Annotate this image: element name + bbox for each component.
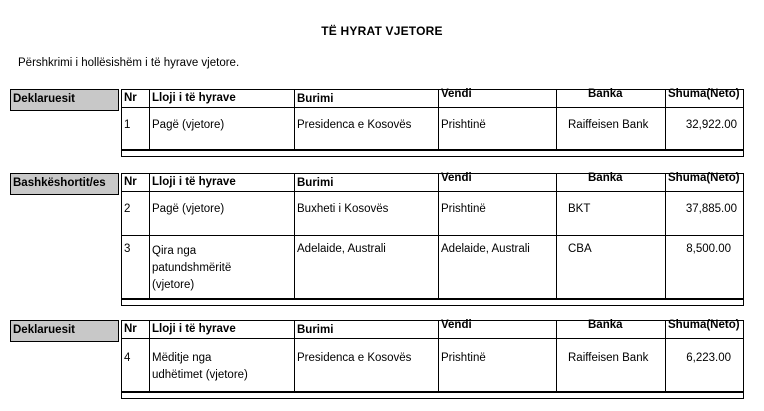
header-amount: Shuma(Neto) [668, 172, 740, 184]
cell-bank: CBA [568, 243, 592, 255]
header-bank: Banka [588, 88, 623, 100]
header-type: Lloji i të hyrave [152, 176, 236, 188]
income-table [121, 89, 744, 159]
header-amount: Shuma(Neto) [668, 88, 740, 100]
cell-bank: Raiffeisen Bank [568, 119, 649, 131]
cell-country: Prishtinë [441, 119, 486, 131]
section-label: Deklaruesit [10, 89, 119, 111]
cell-nr: 1 [124, 119, 131, 131]
cell-type: Mëditje nga udhëtimet (vjetore) [152, 352, 248, 381]
header-nr: Nr [124, 92, 137, 104]
income-section-declarant-2 [10, 320, 745, 402]
header-bank: Banka [588, 172, 623, 184]
section-label: Bashkëshortit/es [10, 173, 119, 195]
header-type: Lloji i të hyrave [152, 323, 236, 335]
cell-nr: 2 [124, 203, 131, 215]
cell-bank: BKT [568, 203, 591, 215]
cell-source: Presidenca e Kosovës [297, 119, 412, 131]
header-source: Burimi [297, 324, 334, 336]
header-nr: Nr [124, 323, 137, 335]
header-source: Burimi [297, 177, 334, 189]
income-section-declarant [10, 89, 745, 159]
header-type: Lloji i të hyrave [152, 92, 236, 104]
section-label: Deklaruesit [10, 320, 119, 342]
cell-type: Pagë (vjetore) [152, 203, 225, 215]
header-country: Vendi [441, 88, 472, 100]
page-title: TË HYRAT VJETORE [321, 24, 443, 38]
income-section-spouse [10, 173, 745, 308]
cell-source: Presidenca e Kosovës [297, 352, 412, 364]
cell-type: Pagë (vjetore) [152, 119, 225, 131]
cell-country: Adelaide, Australi [441, 243, 530, 255]
header-country: Vendi [441, 172, 472, 184]
cell-amount: 8,500.00 [686, 243, 731, 255]
header-amount: Shuma(Neto) [668, 319, 740, 331]
cell-source: Buxheti i Kosovës [297, 203, 389, 215]
cell-country: Prishtinë [441, 203, 486, 215]
cell-nr: 4 [124, 352, 131, 364]
income-table [121, 320, 744, 402]
cell-source: Adelaide, Australi [297, 243, 386, 255]
cell-bank: Raiffeisen Bank [568, 352, 649, 364]
page-description: Përshkrimi i hollësishëm i të hyrave vjetore. [18, 57, 240, 69]
header-nr: Nr [124, 176, 137, 188]
cell-nr: 3 [124, 243, 131, 255]
header-country: Vendi [441, 319, 472, 331]
cell-type: Qira nga patundshmëritë (vjetore) [152, 245, 232, 291]
income-table [121, 173, 744, 308]
cell-amount: 6,223.00 [686, 352, 731, 364]
header-source: Burimi [297, 93, 334, 105]
cell-amount: 32,922.00 [685, 119, 737, 131]
cell-amount: 37,885.00 [685, 203, 737, 215]
header-bank: Banka [588, 319, 623, 331]
cell-country: Prishtinë [441, 352, 486, 364]
